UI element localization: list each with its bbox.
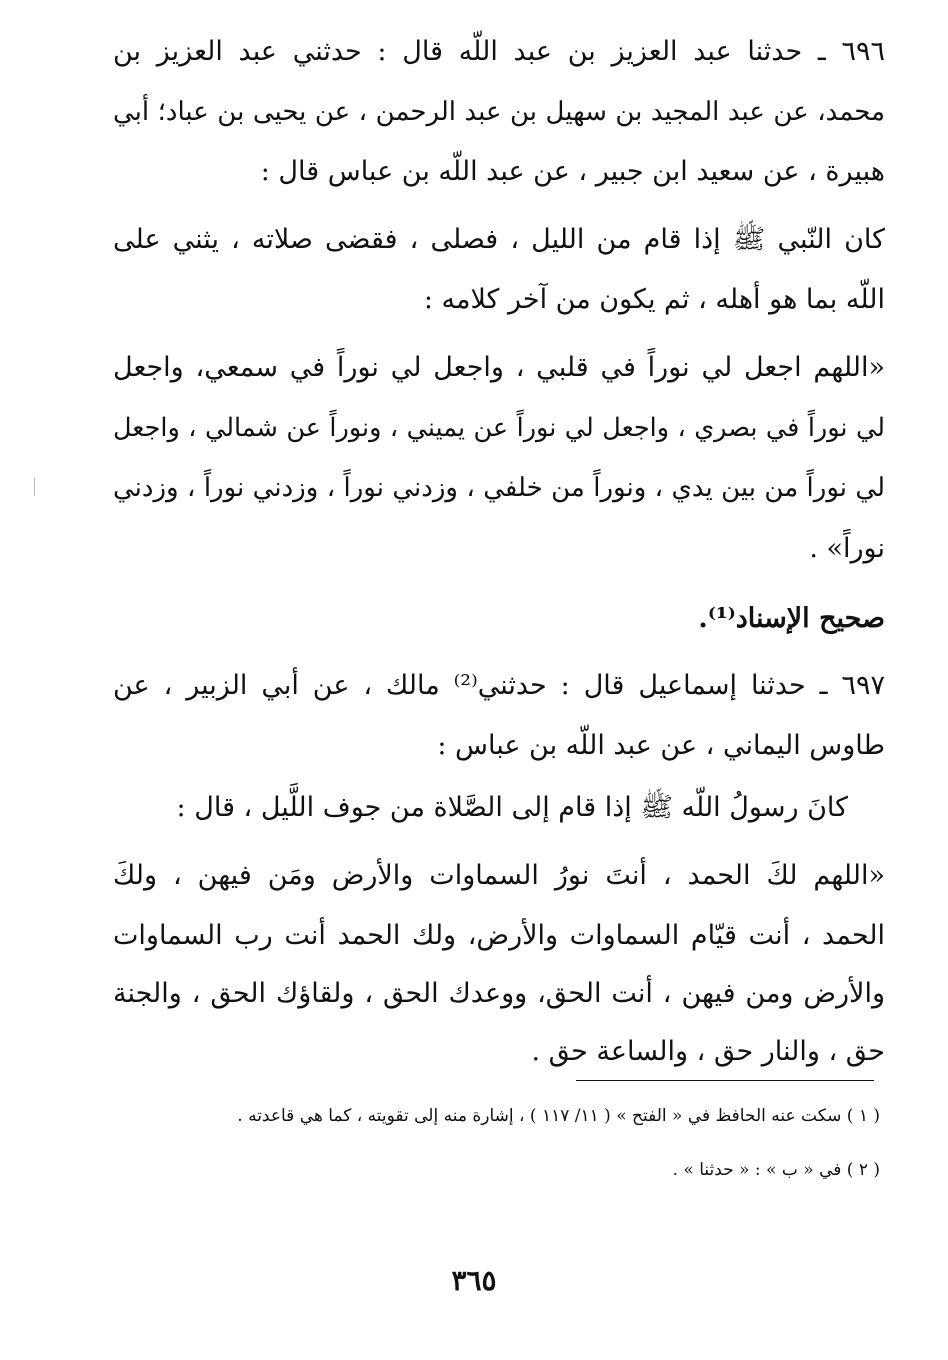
hadith-696-grading: صحيح الإسناد⁽¹⁾. <box>698 603 885 634</box>
hadith-696-isnad-line-3: هبيرة ، عن سعيد ابن جبير ، عن عبد اللّه بن عباس قال : <box>260 156 885 187</box>
footnote-1: ( ١ ) سكت عنه الحافظ في « الفتح » ( ١١/ ١١٧ ) ، إشارة منه إلى تقويته ، كما هي قاعدته . <box>237 1106 880 1126</box>
hadith-697-supplication-line-2: الحمد ، أنت قيّام السماوات والأرض، ولك الحمد أنت رب السماوات <box>113 920 885 951</box>
hadith-696-isnad-line-2: محمد، عن عبد المجيد بن سهيل بن عبد الرحمن ، عن يحيى بن عباد؛ أبي <box>113 97 885 127</box>
footnote-2: ( ٢ ) في « ب » : « حدثنا » . <box>672 1160 880 1180</box>
hadith-696-narration-line-1: كان النّبي ﷺ إذا قام من الليل ، فصلى ، فقضى صلاته ، يثني على <box>113 224 885 255</box>
hadith-697-isnad-line-1: ٦٩٧ ـ حدثنا إسماعيل قال : حدثني⁽²⁾ مالك ، عن أبي الزبير ، عن <box>113 670 885 701</box>
page-number: ٣٦٥ <box>451 1264 497 1297</box>
hadith-696-supplication-line-2: لي نوراً في بصري ، واجعل لي نوراً عن يميني ، ونوراً عن شمالي ، واجعل <box>113 413 885 443</box>
hadith-696-supplication-line-1: «اللهم اجعل لي نوراً في قلبي ، واجعل لي نوراً في سمعي، واجعل <box>113 352 885 383</box>
hadith-696-narration-line-2: اللّه بما هو أهله ، ثم يكون من آخر كلامه : <box>423 284 885 315</box>
hadith-696-supplication-line-3: لي نوراً من بين يدي ، ونوراً من خلفي ، وزدني نوراً ، وزدني نوراً ، وزدني <box>113 473 885 503</box>
footnote-separator <box>576 1080 874 1081</box>
hadith-697-supplication-line-1: «اللهم لكَ الحمد ، أنتَ نورُ السماوات والأرض ومَن فيهن ، ولكَ <box>113 860 885 891</box>
hadith-697-supplication-line-3: والأرض ومن فيهن ، أنت الحق، ووعدك الحق ، ولقاؤك الحق ، والجنة <box>113 978 885 1009</box>
hadith-697-isnad-line-2: طاوس اليماني ، عن عبد اللّه بن عباس : <box>437 730 885 761</box>
hadith-697-narration: كانَ رسولُ اللّه ﷺ إذا قام إلى الصَّلاة من جوف اللَّيل ، قال : <box>176 792 848 823</box>
hadith-696-isnad-line-1: ٦٩٦ ـ حدثنا عبد العزيز بن عبد اللّه قال : حدثني عبد العزيز بن <box>113 36 885 67</box>
hadith-697-supplication-line-4: حق ، والنار حق ، والساعة حق . <box>531 1036 885 1067</box>
hadith-696-supplication-line-4: نوراً» . <box>809 533 885 564</box>
scan-margin-mark <box>34 478 35 496</box>
